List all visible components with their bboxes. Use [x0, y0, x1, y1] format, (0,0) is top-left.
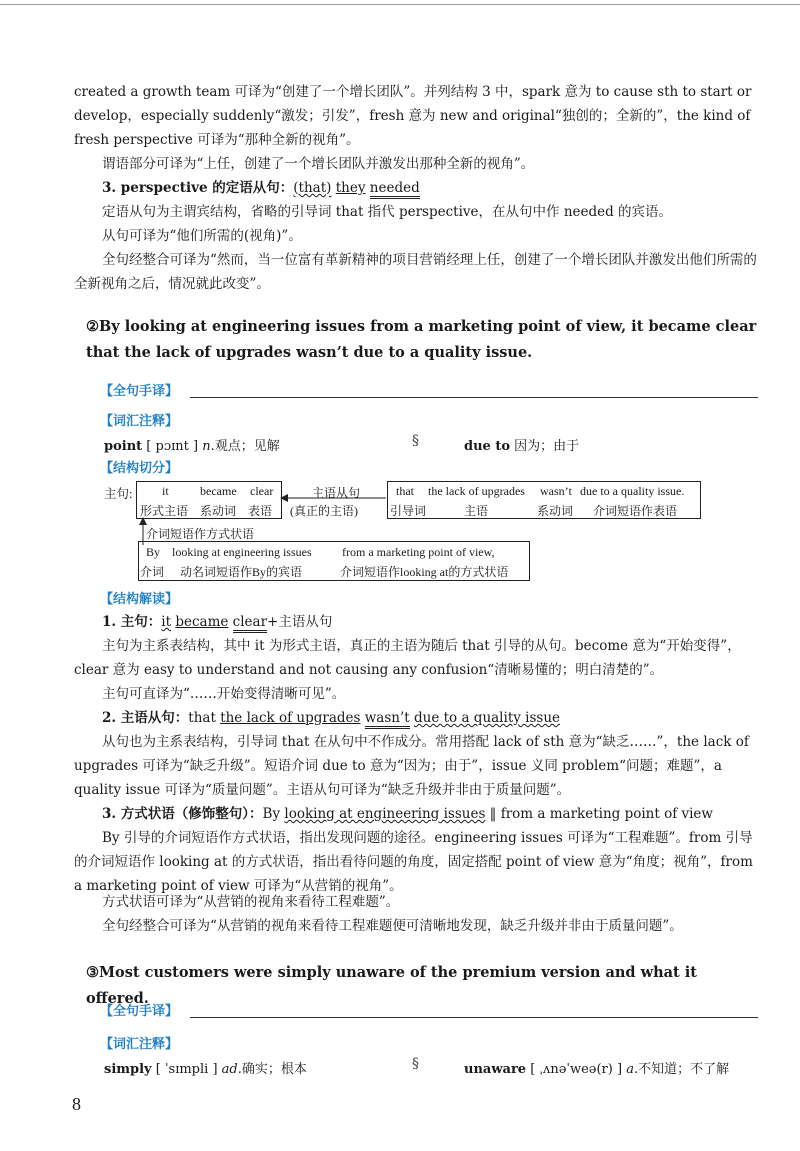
- sub-role-subject: 主语: [464, 504, 489, 518]
- paragraph: 全句经整合可译为“然而，当一位富有革新精神的项目营销经理上任，创建了一个增长团队并激发出他们所需的全新视角之后，情况就此改变”。: [74, 252, 757, 292]
- adv-word-from: from a marketing point of view,: [342, 545, 495, 559]
- paragraph: 全句经整合可译为“从营销的视角来看待工程难题便可清晰地发现，缺乏升级并非由于质量问题”。: [102, 918, 683, 934]
- analysis-3-title: [74, 802, 760, 826]
- sub-role-conj: 引导词: [390, 504, 427, 518]
- sub-word-lack: the lack of upgrades: [428, 484, 525, 498]
- vocab-pos: a.: [626, 1062, 639, 1077]
- arrow-label-subject-clause: 主语从句: [312, 486, 361, 500]
- adv-role-manner: 介词短语作looking at的方式状语: [340, 565, 509, 579]
- sub-role-complement: 介词短语作表语: [593, 504, 678, 518]
- clause-word: they: [335, 180, 366, 196]
- adv-word-looking: looking at engineering issues: [172, 545, 312, 559]
- vocab-entry-simply: [104, 1058, 307, 1077]
- paragraph: By 引导的介词短语作方式状语，指出发现问题的途径。engineering issues 可译为“工程难题”。from 引导的介词短语作 looking at 的方式状语，指出看待问题的角度，固定搭配 point of view 意为“角度；视角”，from a marketing point of view 可译为“从营销的视角”。: [74, 830, 753, 894]
- main-word-it: it: [162, 484, 169, 498]
- clause-word: it: [161, 614, 172, 630]
- page-number: 8: [72, 1094, 81, 1114]
- main-role-verb: 系动词: [200, 504, 237, 518]
- vocab-pos: ad.: [221, 1062, 242, 1077]
- sentence-2-heading: ②By looking at engineering issues from a marketing point of view, it became clear that the lack of upgrades wasn’t due to a quality issue.: [86, 318, 757, 361]
- analysis-2-title: [74, 706, 760, 730]
- clause-word: By: [262, 806, 281, 822]
- clause-word: the lack of upgrades: [220, 710, 361, 726]
- vocab-word: due to: [464, 439, 511, 454]
- clause-word: (that): [293, 180, 332, 196]
- clause-word: that: [188, 710, 216, 726]
- adverbial-label: 介词短语作方式状语: [146, 527, 255, 541]
- point-title-label: 1. 主句：: [102, 614, 162, 630]
- sub-role-verb: 系动词: [537, 504, 574, 518]
- point-3-title: [74, 176, 760, 200]
- vocab-word: point: [104, 439, 143, 454]
- adv-role-prep: 介词: [140, 565, 165, 579]
- paragraph: 主句可直译为“……开始变得清晰可见”。: [102, 686, 346, 702]
- paragraph: 主句为主系表结构，其中 it 为形式主语，真正的主语为随后 that 引导的从句。become 意为“开始变得”，clear 意为 easy to understand and not causing any confusion“清晰易懂的；明白清楚的”。: [74, 638, 741, 678]
- translation-write-line[interactable]: [190, 396, 758, 398]
- leaf-divider-icon: §: [412, 1056, 419, 1072]
- vocab-definition: 因为；由于: [514, 439, 580, 454]
- tag-vocab: 【词汇注释】: [100, 1037, 179, 1052]
- paragraph: 从句可译为“他们所需的(视角)”。: [102, 228, 302, 244]
- tag-structure: 【结构切分】: [100, 461, 179, 476]
- main-clause-label: 主句:: [104, 487, 133, 501]
- paragraph: 谓语部分可译为“上任，创建了一个增长团队并激发出那种全新的视角”。: [102, 156, 535, 172]
- sub-word-due: due to a quality issue.: [580, 484, 685, 498]
- analysis-1-title: [74, 610, 760, 634]
- clause-word: needed: [370, 180, 420, 199]
- vocab-entry-due-to: [464, 435, 579, 454]
- sub-word-that: that: [396, 484, 414, 498]
- clause-word: due to a quality issue: [414, 710, 561, 726]
- tag-translate: 【全句手译】: [100, 1004, 179, 1019]
- vocab-word: simply: [104, 1062, 152, 1077]
- vocab-pos: n.: [202, 439, 215, 454]
- vocab-definition: 观点；见解: [214, 439, 280, 454]
- clause-word: wasn’t: [365, 710, 410, 729]
- arrow-label-real-subject: (真正的主语): [290, 504, 358, 518]
- tag-vocab: 【词汇注释】: [100, 414, 179, 429]
- top-rule: [0, 0, 800, 5]
- paragraph: 从句也为主系表结构，引导词 that 在从句中不作成分。常用搭配 lack of sth 意为“缺乏……”，the lack of upgrades 可译为“缺乏升级”。短语介词 due to 意为“因为；由于”，issue 义同 problem“问题；难题”，a quality issue 可译为“质量问题”。主语从句可译为“缺乏升级并非由于质量问题”。: [74, 734, 749, 798]
- adv-role-gerund: 动名词短语作By的宾语: [180, 565, 303, 579]
- vocab-entry-unaware: [464, 1058, 729, 1077]
- clause-rest: ‖ from a marketing point of view: [489, 806, 713, 822]
- adv-word-by: By: [146, 545, 161, 559]
- vocab-phonetic: [ pɔɪnt ]: [146, 439, 199, 454]
- leaf-divider-icon: §: [412, 433, 419, 449]
- vocab-phonetic: [ ˌʌnəˈweə(r) ]: [530, 1062, 623, 1077]
- translation-write-line[interactable]: [190, 1016, 758, 1018]
- vocab-definition: 不知道；不了解: [638, 1062, 730, 1077]
- vocab-definition: 确实；根本: [241, 1062, 307, 1077]
- main-word-clear: clear: [250, 484, 274, 498]
- point-title-label: 3. 方式状语（修饰整句）：: [102, 806, 263, 822]
- sentence-3-heading: ③Most customers were simply unaware of the premium version and what it offered.: [86, 964, 697, 1007]
- paragraph: created a growth team 可译为“创建了一个增长团队”。并列结构 3 中，spark 意为 to cause sth to start or develop，especially suddenly“激发；引发”，fresh 意为 new and original“独创的；全新的”，the kind of fresh perspective 可译为“那种全新的视角”。: [74, 84, 752, 148]
- vocab-entry-point: [104, 435, 280, 454]
- tag-analysis: 【结构解读】: [100, 592, 179, 607]
- clause-rest: +主语从句: [267, 614, 333, 630]
- main-role-complement: 表语: [248, 504, 273, 518]
- clause-word: looking at engineering issues: [284, 806, 486, 822]
- main-word-became: became: [200, 484, 237, 498]
- vocab-phonetic: [ ˈsɪmpli ]: [155, 1062, 218, 1077]
- point-title-label: 3. perspective 的定语从句：: [102, 180, 294, 196]
- clause-word: clear: [233, 614, 267, 633]
- clause-word: became: [175, 614, 229, 630]
- paragraph: 定语从句为主谓宾结构，省略的引导词 that 指代 perspective，在从句中作 needed 的宾语。: [102, 204, 673, 220]
- tag-translate: 【全句手译】: [100, 384, 179, 399]
- paragraph: 方式状语可译为“从营销的视角来看待工程难题”。: [102, 894, 400, 910]
- vocab-word: unaware: [464, 1062, 527, 1077]
- point-title-label: 2. 主语从句：: [102, 710, 189, 726]
- main-role-subject: 形式主语: [140, 504, 189, 518]
- sub-word-wasnt: wasn’t: [540, 484, 572, 498]
